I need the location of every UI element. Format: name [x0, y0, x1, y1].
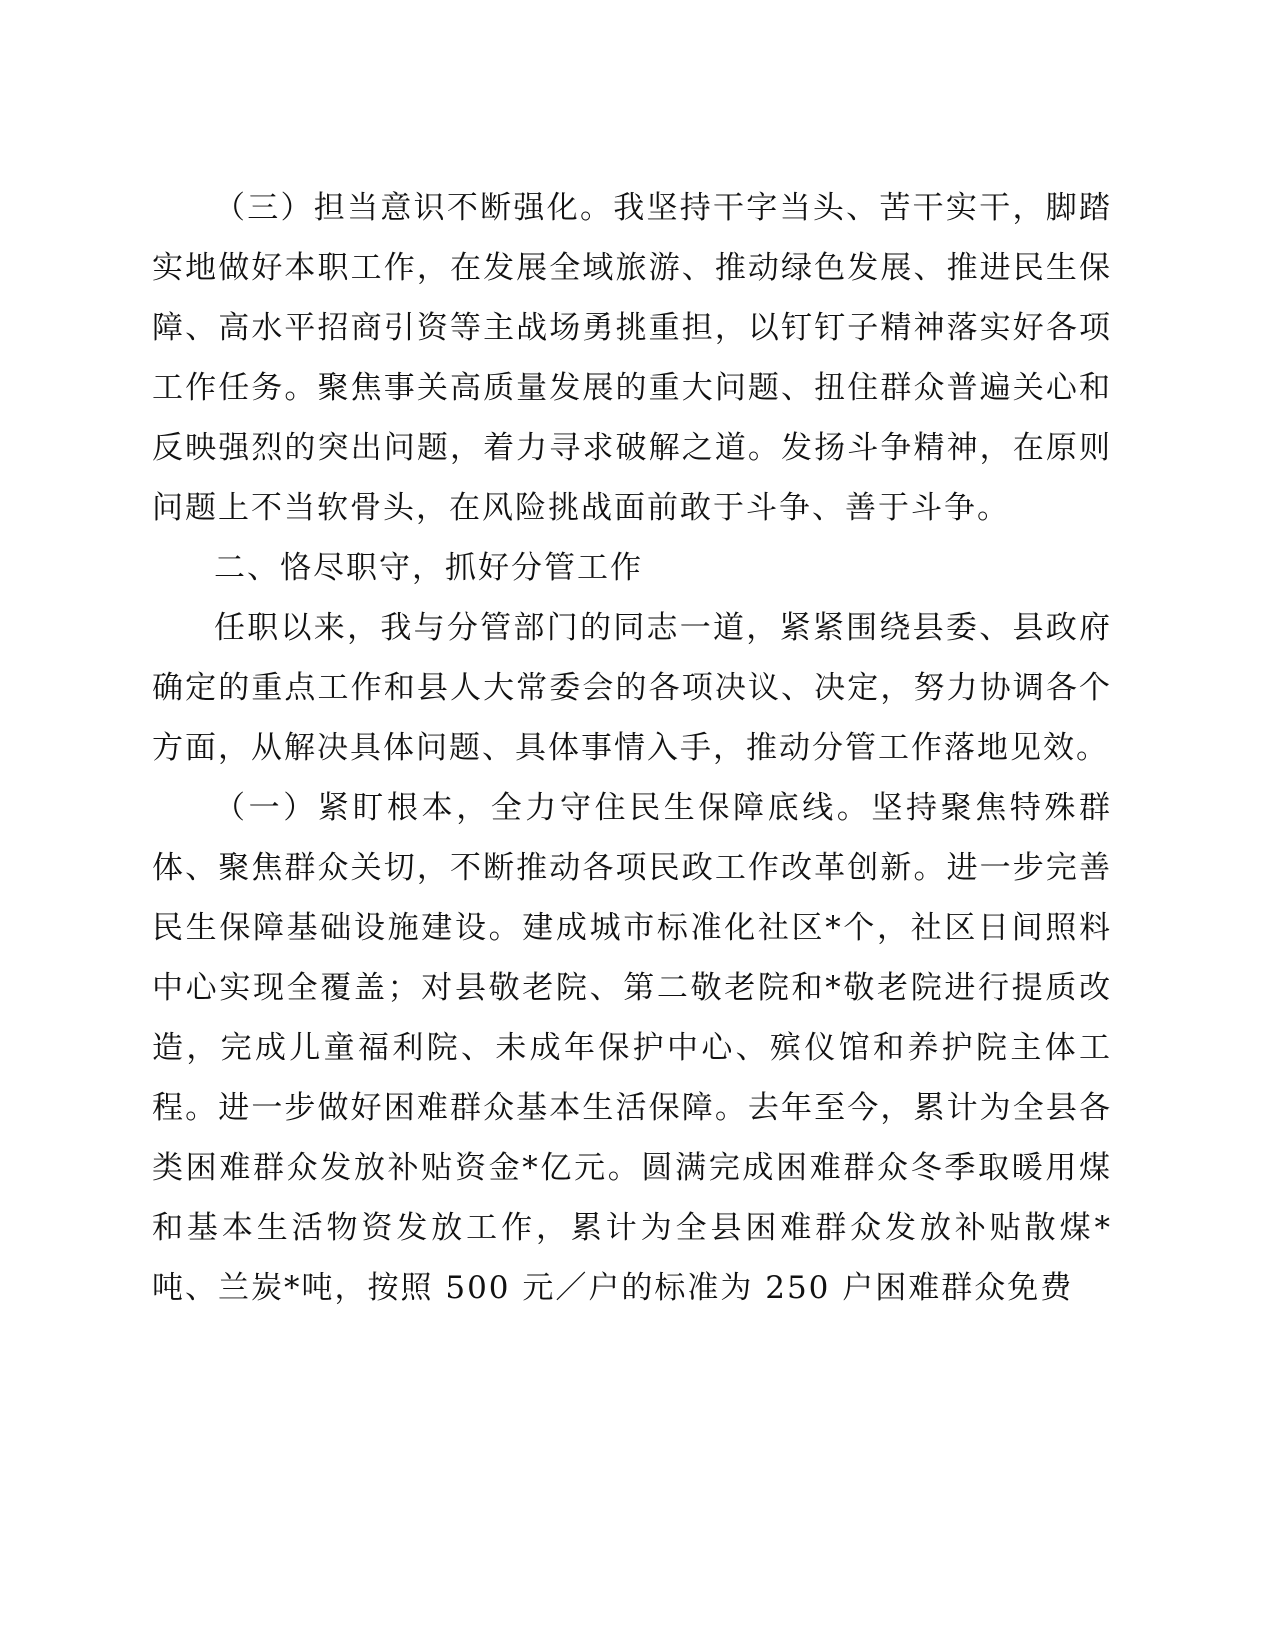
document-body	[152, 178, 1112, 1318]
paragraph-responsibility: （三）担当意识不断强化。我坚持干字当头、苦干实干，脚踏实地做好本职工作，在发展全域旅游、推动绿色发展、推进民生保障、高水平招商引资等主战场勇挑重担，以钉钉子精神落实好各项工作任务。聚焦事关高质量发展的重大问题、扭住群众普遍关心和反映强烈的突出问题，着力寻求破解之道。发扬斗争精神，在原则问题上不当软骨头，在风险挑战面前敢于斗争、善于斗争。	[152, 190, 1112, 526]
paragraph-since-appointment: 任职以来，我与分管部门的同志一道，紧紧围绕县委、县政府确定的重点工作和县人大常委会的各项决议、决定，努力协调各个方面，从解决具体问题、具体事情入手，推动分管工作落地见效。	[152, 610, 1112, 766]
paragraph-livelihood-security: （一）紧盯根本，全力守住民生保障底线。坚持聚焦特殊群体、聚焦群众关切，不断推动各项民政工作改革创新。进一步完善民生保障基础设施建设。建成城市标准化社区*个，社区日间照料中心实现全覆盖；对县敬老院、第二敬老院和*敬老院进行提质改造，完成儿童福利院、未成年保护中心、殡仪馆和养护院主体工程。进一步做好困难群众基本生活保障。去年至今，累计为全县各类困难群众发放补贴资金*亿元。圆满完成困难群众冬季取暖用煤和基本生活物资发放工作，累计为全县困难群众发放补贴散煤*吨、兰炭*吨，按照 500 元／户的标准为 250 户困难群众免费	[152, 790, 1112, 1306]
section-heading-duties: 二、恪尽职守，抓好分管工作	[214, 550, 643, 586]
